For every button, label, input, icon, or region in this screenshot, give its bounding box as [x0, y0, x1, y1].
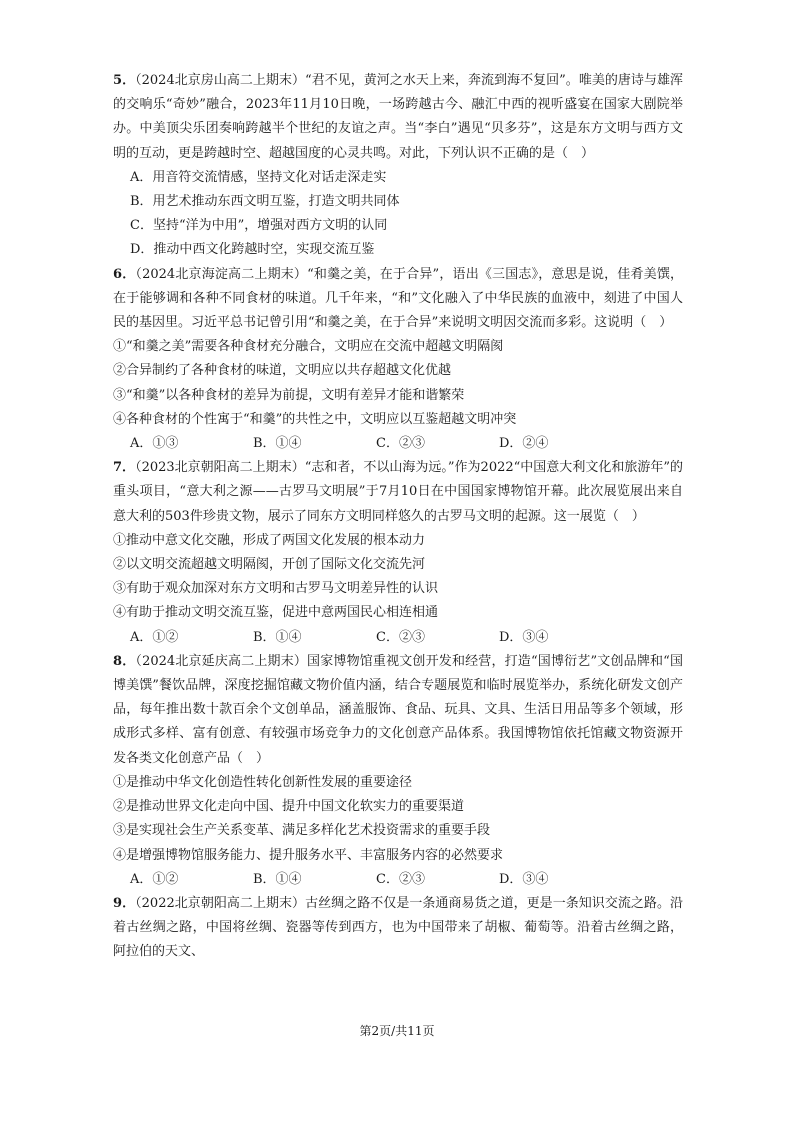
question-6 — [113, 263, 683, 457]
statement-4: ④有助于推动文明交流互鉴，促进中意两国民心相连相通 — [113, 605, 439, 621]
question-8-text — [113, 650, 683, 771]
statement-1: ①是推动中华文化创造性转化创新性发展的重要途径 — [113, 774, 413, 790]
option-a: A．用音符交流情感，坚持文化对话走深走实 — [130, 169, 387, 185]
question-number: 6． — [113, 266, 136, 282]
question-7 — [113, 456, 683, 650]
statement-2: ②合异制约了各种食材的味道，文明应以共存超越文化优越 — [113, 363, 452, 379]
choice-a: A．①② — [130, 871, 179, 887]
page-footer: 第2页/共11页 — [359, 1024, 435, 1038]
choice-d: D．③④ — [499, 871, 549, 887]
choice-a: A．①② — [130, 629, 179, 645]
choice-b: B．①④ — [253, 871, 302, 887]
statement-2: ②以文明交流超越文明隔阂，开创了国际文化交流先河 — [113, 557, 426, 573]
statement-1: ①“和羹之美”需要各种食材充分融合，文明应在交流中超越文明隔阂 — [113, 339, 504, 355]
choice-c: C．②③ — [376, 629, 425, 645]
page-content — [113, 69, 683, 965]
statement-4: ④是增强博物馆服务能力、提升服务水平、丰富服务内容的必然要求 — [113, 847, 504, 863]
choice-b: B．①④ — [253, 629, 302, 645]
question-stem: “君不见，黄河之水天上来，奔流到海不复回”。唯美的唐诗与雄浑的交响乐“奇妙”融合，2023年11月10日晚，一场跨越古今、融汇中西的视听盛宴在国家大剧院举办。中美顶尖乐团奏响跨越半个世纪的友谊之声。当“李白”遇见“贝多芬”，这是东方文明与西方文明的互动，更是跨越时空、超越国度的心灵共鸣。对此，下列认识不正确的是（ ） — [113, 73, 684, 161]
question-9 — [113, 892, 683, 965]
statement-3: ③是实现社会生产关系变革、满足多样化艺术投资需求的重要手段 — [113, 823, 491, 839]
choice-c: C．②③ — [376, 436, 425, 452]
answer-choices — [113, 868, 683, 892]
question-source: （2024北京延庆高二上期末） — [135, 653, 308, 669]
question-number: 8． — [113, 653, 136, 669]
question-5 — [113, 69, 683, 263]
statement-4: ④各种食材的个性寓于“和羹”的共性之中，文明应以互鉴超越文明冲突 — [113, 411, 517, 427]
question-number: 5． — [113, 73, 136, 88]
answer-choices — [113, 626, 683, 650]
question-stem: 古丝绸之路不仅是一条通商易货之道，更是一条知识交流之路。沿着古丝绸之路，中国将丝绸、瓷器等传到西方，也为中国带来了胡椒、葡萄等。沿着古丝绸之路，阿拉伯的天文、 — [113, 895, 683, 960]
question-5-text — [113, 69, 683, 166]
question-9-text — [113, 892, 683, 965]
statement-3: ③有助于观众加深对东方文明和古罗马文明差异性的认识 — [113, 581, 439, 597]
option-c: C．坚持“洋为中用”，增强对西方文明的认同 — [130, 218, 388, 234]
statement-3: ③“和羹”以各种食材的差异为前提，文明有差异才能和谐繁荣 — [113, 387, 465, 403]
choice-d: D．③④ — [499, 629, 549, 645]
choice-b: B．①④ — [253, 436, 302, 452]
option-d: D．推动中西文化跨越时空，实现交流互鉴 — [130, 242, 375, 258]
choice-d: D．②④ — [499, 436, 549, 452]
question-source: （2023北京朝阳高二上期末） — [135, 460, 305, 476]
choice-a: A．①③ — [130, 436, 179, 452]
option-b: B．用艺术推动东西文明互鉴，打造文明共同体 — [130, 194, 400, 210]
question-6-text — [113, 263, 683, 336]
choice-c: C．②③ — [376, 871, 425, 887]
question-number: 9． — [113, 895, 136, 911]
answer-choices — [113, 432, 683, 456]
question-7-text — [113, 456, 683, 529]
question-source: （2024北京海淀高二上期末） — [135, 266, 308, 282]
question-source: （2022北京朝阳高二上期末） — [135, 895, 306, 911]
question-stem: “志和者，不以山海为远。”作为2022“中国意大利文化和旅游年”的重头项目，“意大利之源——古罗马文明展”于7月10日在中国国家博物馆开幕。此次展览展出来自意大利的503件珍贵文物，展示了同东方文明同样悠久的古罗马文明的起源。这一展览（ ） — [113, 460, 683, 524]
question-8 — [113, 650, 683, 892]
question-number: 7． — [113, 460, 136, 476]
question-stem: “和羹之美，在于合异”，语出《三国志》，意思是说，佳肴美馔，在于能够调和各种不同食材的味道。几千年来，“和”文化融入了中华民族的血液中，刻进了中国人民的基因里。习近平总书记曾引用“和羹之美，在于合异”来说明文明因交流而多彩。这说明（ ） — [113, 266, 684, 331]
question-stem: 国家博物馆重视文创开发和经营，打造“国博衍艺”文创品牌和“国博美馔”餐饮品牌，深度挖掘馆藏文物价值内涵，结合专题展览和临时展览举办，系统化研发文创产品，每年推出数十款百余个文创单品，涵盖服饰、食品、玩具、文具、生活日用品等多个领域，形成形式多样、富有创意、有较强市场竞争力的文化创意产品体系。我国博物馆依托馆藏文物资源开发各类文化创意产品（ ） — [113, 653, 683, 766]
statement-2: ②是推动世界文化走向中国、提升中国文化软实力的重要渠道 — [113, 799, 465, 815]
question-source: （2024北京房山高二上期末） — [135, 73, 305, 88]
statement-1: ①推动中意文化交融，形成了两国文化发展的根本动力 — [113, 532, 426, 548]
